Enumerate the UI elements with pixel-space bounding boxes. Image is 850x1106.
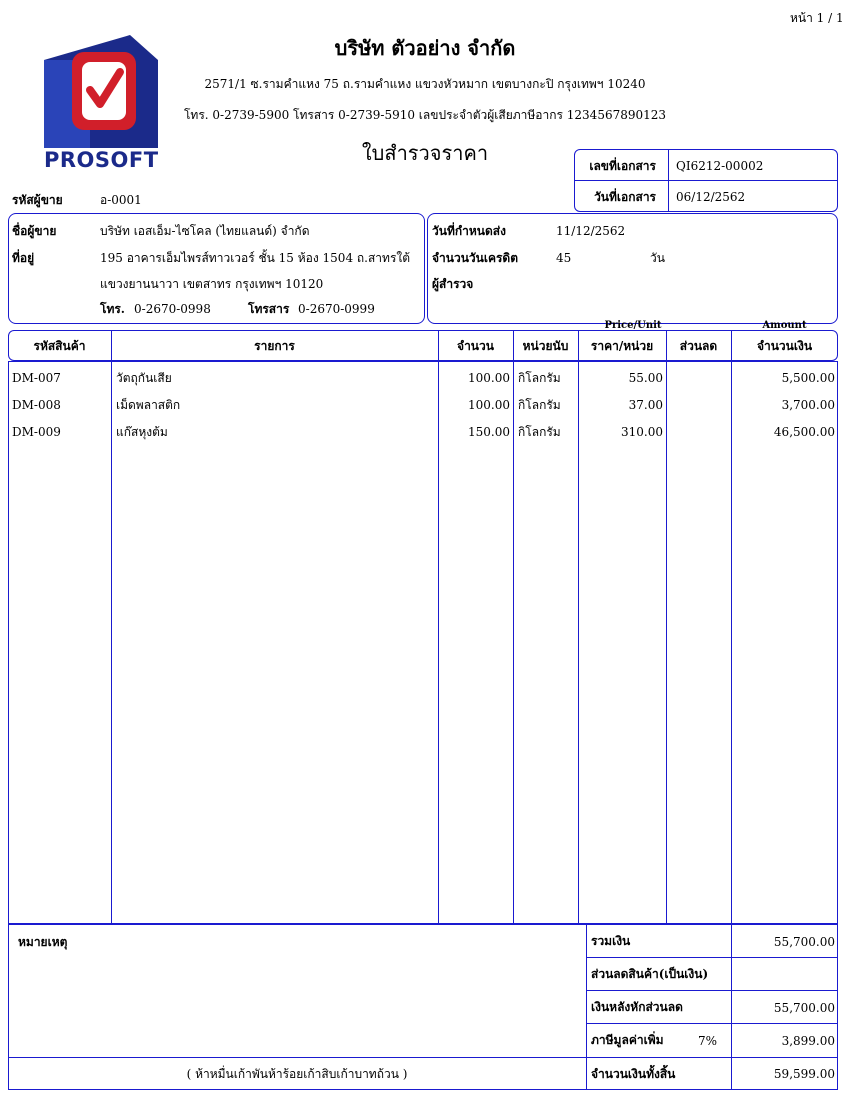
vat-rate: 7% <box>698 1034 718 1048</box>
header-unit: หน่วยนับ <box>522 339 569 353</box>
seller-tel-label: โทร. <box>100 302 125 316</box>
column-divider <box>513 330 514 924</box>
grand-total-value: 59,599.00 <box>773 1067 835 1081</box>
row-price: 37.00 <box>628 398 663 412</box>
header-quantity: จำนวน <box>457 339 494 353</box>
header-description: รายการ <box>254 339 295 353</box>
after-discount-label: เงินหลังหักส่วนลด <box>591 1000 683 1014</box>
doc-no-label: เลขที่เอกสาร <box>589 159 656 173</box>
subtotal-value: 55,700.00 <box>773 935 835 949</box>
row-quantity: 150.00 <box>468 425 510 439</box>
divider <box>586 990 838 991</box>
column-divider <box>731 330 732 924</box>
surveyor-label: ผู้สำรวจ <box>432 277 474 291</box>
company-name: บริษัท ตัวอย่าง จำกัด <box>334 36 516 60</box>
credit-days-label: จำนวนวันเครดิต <box>432 251 519 265</box>
row-code: DM-009 <box>12 425 61 439</box>
row-description: วัตถุกันเสีย <box>116 371 172 385</box>
seller-code-label: รหัสผู้ขาย <box>12 193 63 207</box>
column-divider <box>731 924 732 1090</box>
doc-date-value: 06/12/2562 <box>676 190 746 204</box>
seller-fax-value: 0-2670-0999 <box>298 302 375 316</box>
company-contact: โทร. 0-2739-5900 โทรสาร 0-2739-5910 เลขประจำตัวผู้เสียภาษีอากร 1234567890123 <box>183 108 667 122</box>
row-unit: กิโลกรัม <box>518 398 561 412</box>
row-description: แก๊สหุงต้ม <box>116 425 168 439</box>
row-quantity: 100.00 <box>468 371 510 385</box>
grand-total-label: จำนวนเงินทั้งสิ้น <box>591 1067 676 1081</box>
due-date-label: วันที่กำหนดส่ง <box>432 224 506 238</box>
divider <box>586 957 838 958</box>
page-number: หน้า 1 / 1 <box>790 11 844 25</box>
after-discount-value: 55,700.00 <box>773 1001 835 1015</box>
seller-address-line1: 195 อาคารเอ็มไพรส์ทาวเวอร์ ชั้น 15 ห้อง 1504 ถ.สาทรใต้ <box>100 251 411 265</box>
credit-days-unit: วัน <box>650 251 665 265</box>
header-price: ราคา/หน่วย <box>590 339 654 353</box>
doc-no-value: QI6212-00002 <box>676 159 764 173</box>
subtotal-label: รวมเงิน <box>591 934 631 948</box>
row-unit: กิโลกรัม <box>518 371 561 385</box>
header-amount-en: Amount <box>762 320 807 331</box>
row-amount: 5,500.00 <box>781 371 835 385</box>
row-quantity: 100.00 <box>468 398 510 412</box>
row-code: DM-008 <box>12 398 61 412</box>
due-date-value: 11/12/2562 <box>556 224 626 238</box>
seller-name-label: ชื่อผู้ขาย <box>12 224 57 238</box>
row-amount: 3,700.00 <box>781 398 835 412</box>
column-divider <box>578 330 579 924</box>
company-address: 2571/1 ซ.รามคำแหง 75 ถ.รามคำแหง แขวงหัวหมาก เขตบางกะปิ กรุงเทพฯ 10240 <box>204 77 646 91</box>
header-price-en: Price/Unit <box>604 320 662 331</box>
column-divider <box>111 330 112 924</box>
seller-fax-label: โทรสาร <box>248 302 290 316</box>
logo-text: PROSOFT <box>44 148 159 172</box>
vat-label: ภาษีมูลค่าเพิ่ม <box>591 1033 664 1047</box>
row-unit: กิโลกรัม <box>518 425 561 439</box>
credit-days-value: 45 <box>556 251 572 265</box>
doc-date-label: วันที่เอกสาร <box>594 190 656 204</box>
header-discount: ส่วนลด <box>679 339 718 353</box>
divider <box>574 180 838 181</box>
amount-in-words: ( ห้าหมื่นเก้าพันห้าร้อยเก้าสิบเก้าบาทถ้วน ) <box>186 1067 408 1081</box>
seller-address-label: ที่อยู่ <box>12 251 35 265</box>
seller-name-value: บริษัท เอสเอ็ม-ไซโคล (ไทยแลนด์) จำกัด <box>100 224 310 238</box>
row-price: 55.00 <box>628 371 663 385</box>
header-amount: จำนวนเงิน <box>756 339 813 353</box>
divider <box>668 149 669 212</box>
row-price: 310.00 <box>621 425 663 439</box>
remark-label: หมายเหตุ <box>18 935 68 949</box>
seller-address-line2: แขวงยานนาวา เขตสาทร กรุงเทพฯ 10120 <box>100 277 324 291</box>
table-body <box>8 361 838 924</box>
header-product-code: รหัสสินค้า <box>33 339 86 353</box>
column-divider <box>666 330 667 924</box>
divider <box>8 1057 838 1058</box>
discount-amount-label: ส่วนลดสินค้า(เป็นเงิน) <box>591 967 709 981</box>
divider <box>586 1023 838 1024</box>
row-code: DM-007 <box>12 371 61 385</box>
seller-code-value: อ-0001 <box>100 193 142 207</box>
column-divider <box>438 330 439 924</box>
row-amount: 46,500.00 <box>773 425 835 439</box>
row-description: เม็ดพลาสติก <box>116 398 181 412</box>
document-title: ใบสำรวจราคา <box>361 141 489 165</box>
vat-value: 3,899.00 <box>781 1034 835 1048</box>
column-divider <box>586 924 587 1090</box>
seller-tel-value: 0-2670-0998 <box>134 302 211 316</box>
